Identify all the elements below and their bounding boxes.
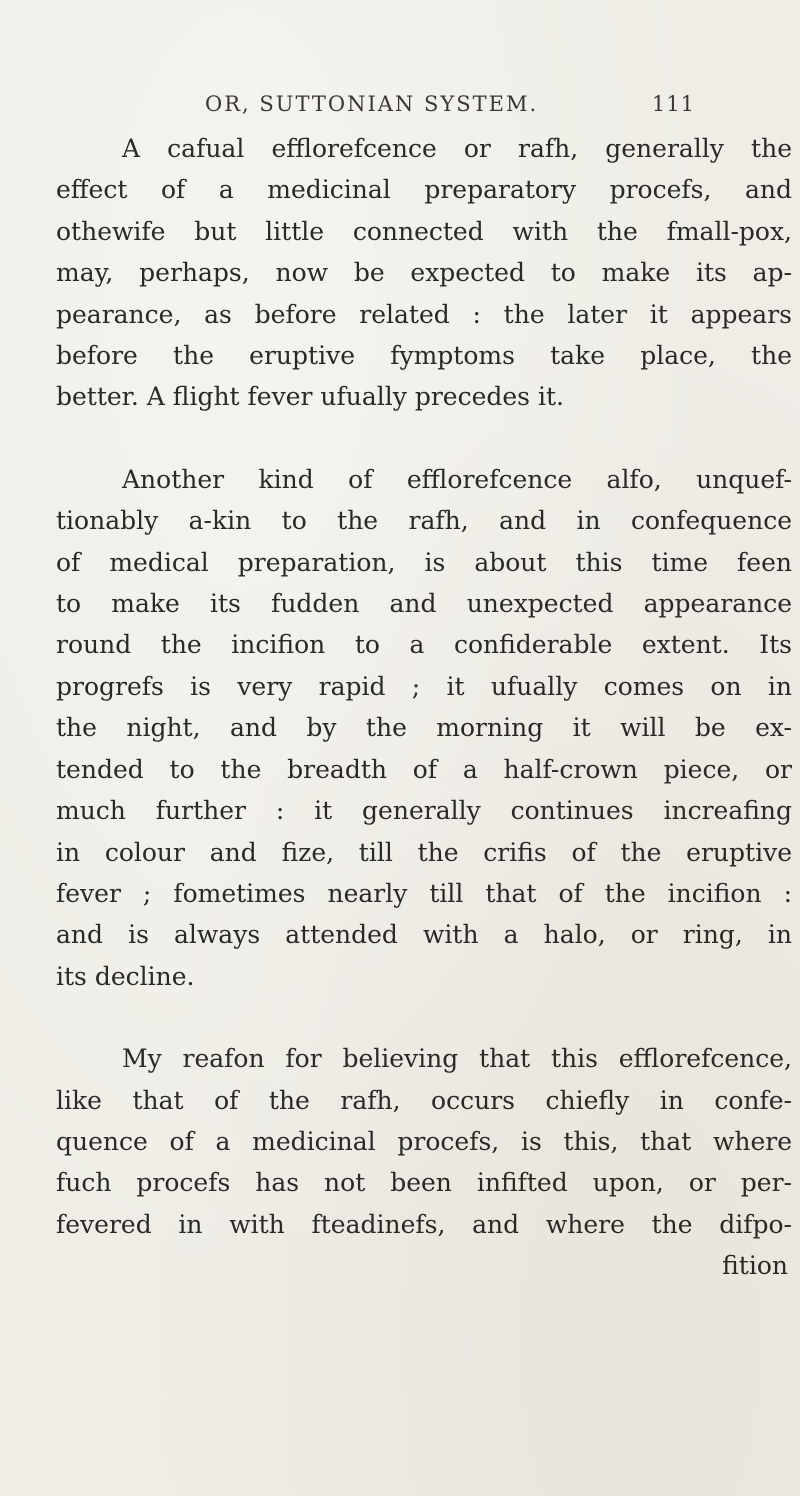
text-line: A cafual efflorefcence or rafh, generally the <box>122 134 792 163</box>
running-head <box>205 92 695 116</box>
text-line: fever ; fometimes nearly till that of the incifion : <box>56 878 792 908</box>
text-line: in colour and fize, till the crifis of the eruptive <box>56 837 792 867</box>
text-line: effect of a medicinal preparatory procefs, and <box>56 175 792 205</box>
text-line: tionably a-kin to the rafh, and in confequence <box>56 506 792 536</box>
text-line: fuch procefs has not been infifted upon, or per- <box>56 1168 792 1198</box>
text-line: better. A flight fever ufually precedes it. <box>56 382 564 412</box>
text-line: pearance, as before related : the later it appears <box>56 299 792 329</box>
text-line: the night, and by the morning it will be ex- <box>56 713 792 743</box>
text-line: quence of a medicinal procefs, is this, that where <box>56 1126 792 1156</box>
text-line: before the eruptive fymptoms take place, the <box>56 341 792 371</box>
paragraph-3 <box>56 1038 792 1286</box>
page-number: 111 <box>651 92 695 116</box>
text-line: My reafon for believing that this efflorefcence, <box>122 1044 792 1074</box>
text-line: fevered in with fteadinefs, and where the difpo- <box>56 1209 792 1239</box>
text-line: much further : it generally continues increafing <box>56 796 792 826</box>
text-line: its decline. <box>56 961 195 991</box>
text-line: like that of the rafh, occurs chiefly in confe- <box>56 1085 792 1115</box>
paragraph-gap <box>56 997 792 1038</box>
text-line: Another kind of efflorefcence alfo, unquef- <box>122 464 792 494</box>
text-line: tended to the breadth of a half-crown piece, or <box>56 754 792 784</box>
paragraph-1 <box>56 128 792 418</box>
paragraph-2 <box>56 459 792 997</box>
text-line: progrefs is very rapid ; it ufually comes on in <box>56 671 792 701</box>
text-line: and is always attended with a halo, or ring, in <box>56 920 792 950</box>
text-line: of medical preparation, is about this time feen <box>56 547 792 577</box>
text-line: othewife but little connected with the fmall-pox, <box>56 216 792 246</box>
text-line: may, perhaps, now be expected to make its ap- <box>56 258 792 288</box>
catchword: fition <box>722 1251 788 1281</box>
paragraph-gap <box>56 418 792 459</box>
running-head-title: OR, SUTTONIAN SYSTEM. <box>205 92 539 116</box>
body-text <box>56 128 792 1287</box>
text-line: to make its fudden and unexpected appearance <box>56 589 792 619</box>
text-line: round the incifion to a confiderable extent. Its <box>56 630 792 660</box>
